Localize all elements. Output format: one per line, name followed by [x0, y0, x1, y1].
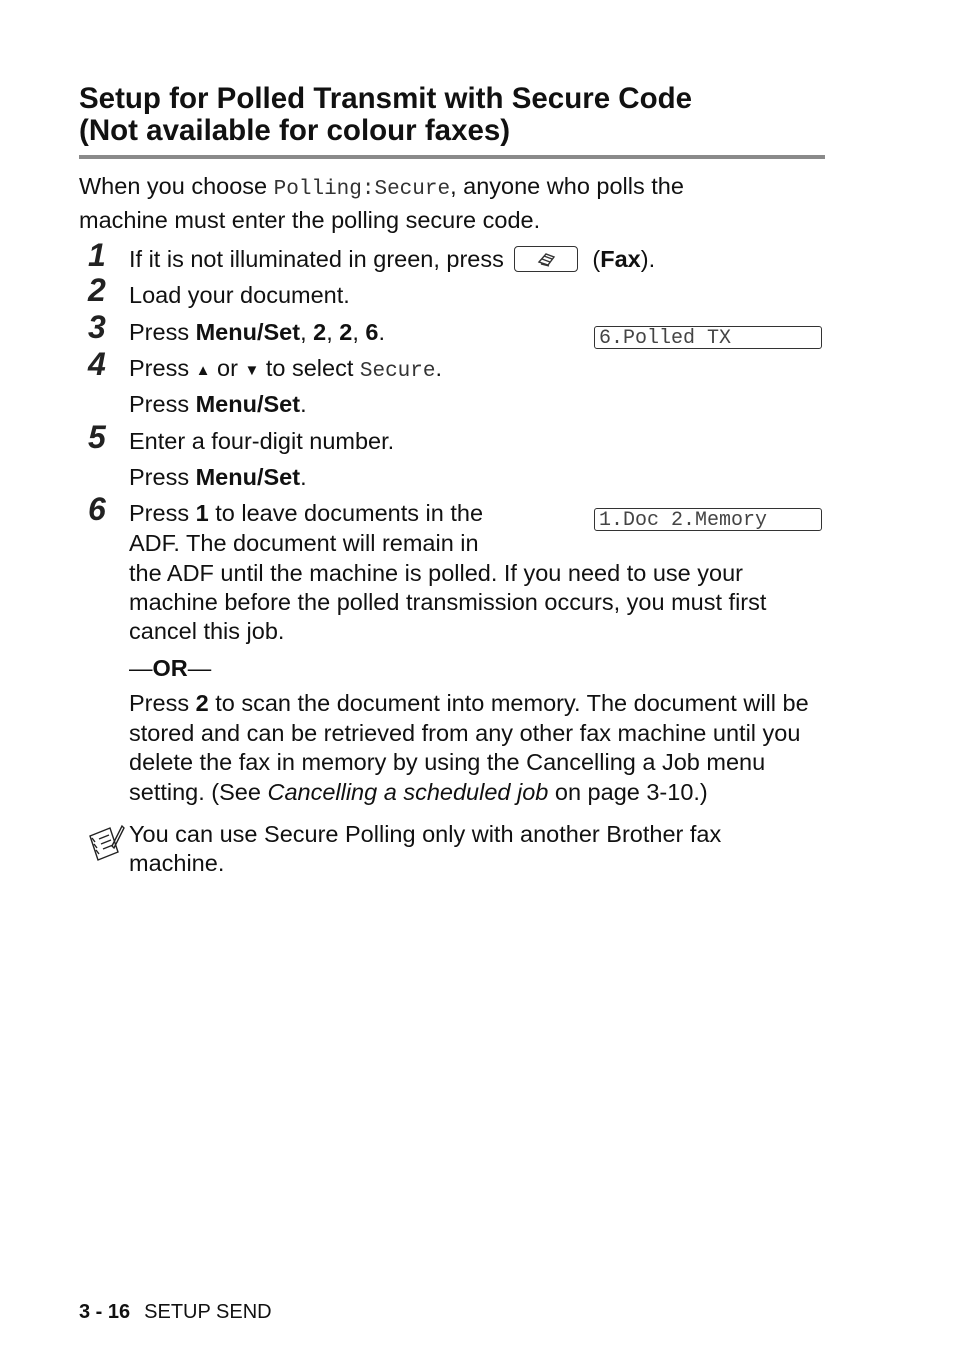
comma: ,: [326, 319, 340, 345]
menu-set-key: Menu/Set: [195, 464, 301, 490]
secure-option: Secure: [359, 360, 436, 383]
step-number-1: 1: [88, 237, 106, 273]
step-6-line-5: cancel this job.: [129, 618, 285, 644]
digit-key: 2: [339, 319, 353, 345]
note-line-1: You can use Secure Polling only with another Brother fax: [129, 821, 722, 847]
period: .: [435, 355, 443, 381]
option-2-text: to scan the document into memory. The document will be stored and can be retrieved from any other fax machine until you delete the fax in memory by using the Cancelling a Job menu setting. (See: [129, 690, 809, 805]
fax-label: Fax: [600, 246, 641, 272]
title-line-1: Setup for Polled Transmit with Secure Code: [79, 82, 693, 115]
menu-set-key: Menu/Set: [195, 319, 301, 345]
or-separator: [129, 653, 211, 683]
step-6-option-2: [129, 689, 824, 807]
cross-reference: Cancelling a scheduled job: [267, 778, 549, 805]
step-4-text: [129, 353, 442, 387]
down-arrow-icon: ▼: [244, 362, 260, 379]
step-1-label: If it is not illuminated in green, press: [129, 246, 504, 272]
option-2-end: on page 3-10.): [548, 778, 708, 805]
step-5-press: [129, 462, 307, 492]
press-text: Press: [129, 500, 196, 526]
step-2-text: Load your document.: [129, 282, 350, 308]
dash: —: [129, 655, 153, 681]
title-rule: [79, 155, 825, 159]
press-text: Press: [129, 690, 196, 716]
note-pad-icon: [86, 822, 126, 866]
press-text: Press: [129, 464, 196, 490]
page-footer: [79, 1300, 272, 1324]
dash: —: [187, 655, 212, 681]
step-6-line-4: machine before the polled transmission occurs, you must first: [129, 589, 767, 615]
or-label: OR: [152, 655, 188, 681]
lcd-display-doc-memory: 1.Doc 2.Memory: [594, 508, 822, 531]
digit-key: 2: [195, 690, 209, 716]
intro-text: When you choose: [79, 173, 274, 199]
step-4-pre: Press: [129, 355, 196, 381]
step-3-pre: Press: [129, 319, 196, 345]
fax-key-icon: [514, 246, 578, 272]
intro-code: Polling:Secure: [273, 178, 451, 201]
digit-key: 6: [365, 319, 379, 345]
step-6-line-2: ADF. The document will remain in: [129, 530, 479, 556]
step-1-open: (: [585, 246, 601, 272]
step-number-4: 4: [88, 346, 106, 382]
digit-key: 2: [313, 319, 327, 345]
intro-text-3: machine must enter the polling secure code.: [79, 207, 541, 233]
intro-paragraph: [79, 171, 799, 235]
step-3-text: [129, 317, 385, 347]
comma: ,: [300, 319, 314, 345]
step-number-3: 3: [88, 309, 106, 345]
step-6-text: to leave documents in the: [208, 500, 484, 526]
intro-text-2: , anyone who polls the: [450, 173, 684, 199]
step-1-close: ).: [640, 246, 656, 272]
lcd-display-polled-tx: 6.Polled TX: [594, 326, 822, 349]
step-number-5: 5: [88, 419, 106, 455]
digit-key: 1: [195, 500, 209, 526]
step-number-6: 6: [88, 491, 106, 527]
step-4-mid: to select: [259, 355, 360, 381]
step-5-text: Enter a four-digit number.: [129, 428, 395, 454]
step-4-press: [129, 389, 307, 419]
comma: ,: [352, 319, 366, 345]
step-1-text: [129, 244, 655, 274]
step-6-line-1: [129, 498, 483, 528]
page-title: [79, 83, 839, 147]
step-number-2: 2: [88, 272, 106, 308]
note-line-2: machine.: [129, 850, 225, 876]
step-4-or: or: [210, 355, 245, 381]
section-name: SETUP SEND: [144, 1301, 272, 1323]
press-text: Press: [129, 391, 196, 417]
period: .: [378, 319, 386, 345]
page-number: 3 - 16: [79, 1301, 131, 1323]
menu-set-key: Menu/Set: [195, 391, 301, 417]
period: .: [300, 464, 307, 490]
title-line-2: (Not available for colour faxes): [79, 114, 511, 147]
up-arrow-icon: ▲: [195, 362, 211, 379]
step-6-line-3: the ADF until the machine is polled. If you need to use your: [129, 560, 743, 586]
period: .: [300, 391, 307, 417]
